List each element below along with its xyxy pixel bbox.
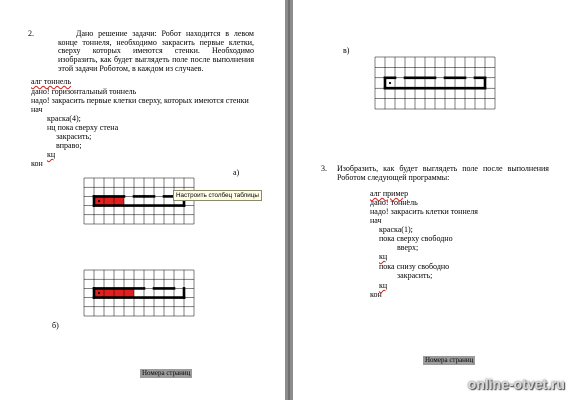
label-b: б): [52, 321, 59, 330]
program-line: закрасить;: [56, 132, 92, 141]
document-page-right[interactable]: [293, 0, 571, 400]
painted-cell: [124, 288, 134, 297]
program-line: нц пока сверху стена: [47, 123, 119, 132]
task-number: 3.: [321, 164, 327, 173]
program-line: кц: [379, 252, 388, 261]
painted-cell: [114, 288, 124, 297]
document-page-left[interactable]: [0, 0, 285, 400]
painted-cell: [104, 196, 114, 205]
robot-marker: [389, 82, 391, 84]
program-line: кон: [31, 159, 43, 168]
page-gutter: [285, 0, 293, 400]
program-line: алг тоннель: [31, 77, 72, 86]
program-line: кц: [47, 150, 56, 159]
task-number: 2.: [28, 29, 34, 38]
robot-field-v: [375, 57, 495, 110]
watermark: online-otvet.ru: [467, 376, 565, 392]
robot-marker: [98, 292, 100, 294]
painted-cell: [114, 196, 124, 205]
program-line: кон: [370, 290, 382, 299]
program-line: вверх;: [397, 243, 419, 252]
table-column-tooltip: Настроить столбец таблицы: [173, 190, 262, 201]
task-text: Изобразить, как будет выглядеть поле после выполнения Роботом следующей программы:: [337, 164, 549, 182]
program-line: надо! закрасить клетки тоннеля: [370, 207, 478, 216]
program-line: кц: [379, 281, 388, 290]
page-number-footer[interactable]: Номера страниц: [425, 356, 474, 364]
robot-marker: [98, 200, 100, 202]
program-line: нач: [370, 216, 382, 225]
label-v: в): [343, 46, 350, 55]
program-line: пока снизу свободно: [379, 262, 450, 271]
program-line: нач: [31, 105, 43, 114]
program-line: краска(4);: [47, 114, 81, 123]
program-line: надо! закрасить первые клетки сверху, которых имеются стенки: [31, 96, 249, 105]
page-number-footer[interactable]: Номера страниц: [142, 369, 191, 377]
program-line: пока сверху свободно: [379, 234, 453, 243]
program-line: алг пример: [370, 189, 409, 198]
label-a: а): [233, 168, 240, 177]
program-line: краска(1);: [379, 225, 413, 234]
program-line: вправо;: [56, 141, 82, 150]
robot-field-b: [84, 270, 194, 318]
program-line: дано! горизонтальный тоннель: [31, 87, 137, 96]
robot-field-a: [84, 178, 194, 226]
program-line: дано! тоннель: [370, 198, 418, 207]
painted-cell: [104, 288, 114, 297]
task-text: Дано решение задачи: Робот находится в левом конце тоннеля, необходимо закрасить первые клетки, сверху которых имеются стенки. Необходимо изобразить, как будет выглядеть поле после выполнения этой задачи Роботом, в каждом из случаев.: [58, 29, 254, 73]
program-line: закрасить;: [397, 271, 433, 280]
